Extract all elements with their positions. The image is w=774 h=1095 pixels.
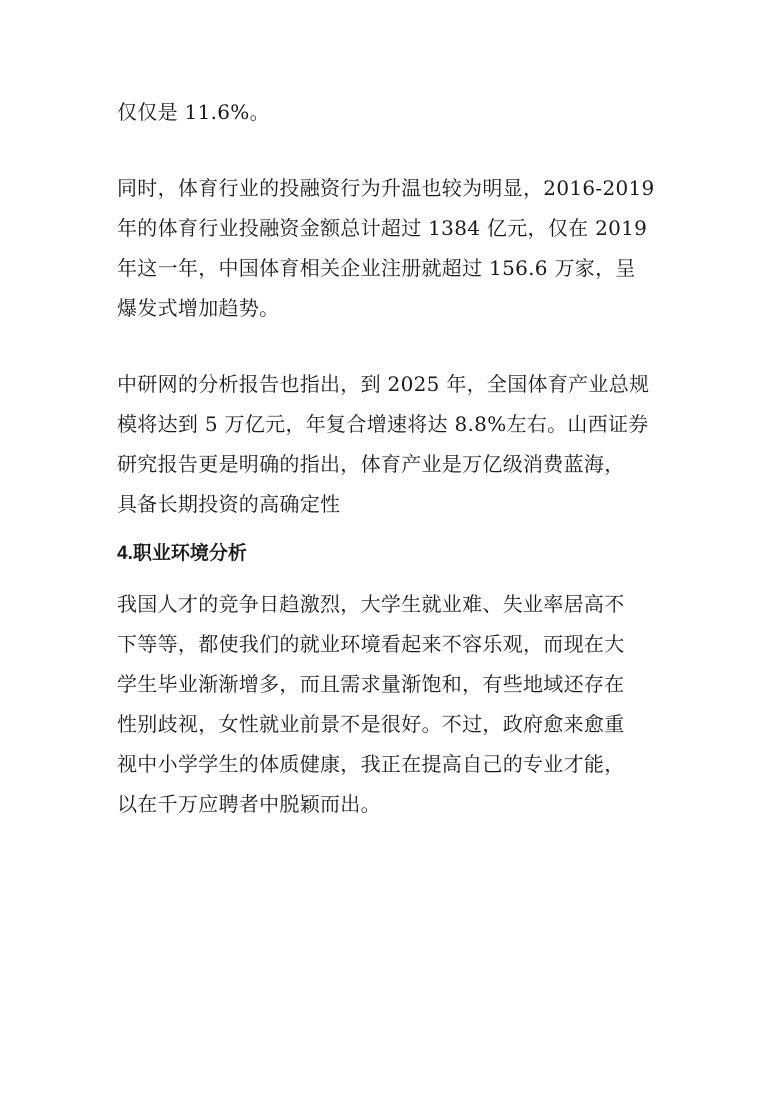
paragraph-spacer [117,574,662,584]
text-line: 同时，体育行业的投融资行为升温也较为明显，2016-2019 [117,176,655,200]
text-line: 具备长期投资的高确定性 [117,492,341,516]
text-line: 仅仅是 11.6%。 [117,100,270,124]
paragraph-spacer [117,132,662,168]
paragraph-industry-forecast [117,364,662,524]
paragraph-career-environment [117,584,662,824]
text-line: 模将达到 5 万亿元，年复合增速将达 8.8%左右。山西证券 [117,412,649,436]
text-line: 年这一年，中国体育相关企业注册就超过 156.6 万家，呈 [117,256,636,280]
document-body [117,92,662,824]
text-line: 性别歧视，女性就业前景不是很好。不过，政府愈来愈重 [117,712,625,736]
paragraph-spacer [117,524,662,534]
section-heading: 4.职业环境分析 [117,543,247,564]
text-line: 年的体育行业投融资金额总计超过 1384 亿元，仅在 2019 [117,216,648,240]
text-line: 研究报告更是明确的指出，体育产业是万亿级消费蓝海， [117,452,625,476]
text-line: 以在千万应聘者中脱颖而出。 [117,792,381,816]
text-line: 中研网的分析报告也指出，到 2025 年，全国体育产业总规 [117,372,650,396]
text-line: 爆发式增加趋势。 [117,296,280,320]
paragraph-spacer [117,328,662,364]
text-line: 下等等，都使我们的就业环境看起来不容乐观，而现在大 [117,632,625,656]
paragraph-investment [117,168,662,328]
text-line: 我国人才的竞争日趋激烈，大学生就业难、失业率居高不 [117,592,625,616]
paragraph-statistic-tail [117,92,662,132]
text-line: 视中小学学生的体质健康，我正在提高自己的专业才能， [117,752,625,776]
text-line: 学生毕业渐渐增多，而且需求量渐饱和，有些地域还存在 [117,672,625,696]
